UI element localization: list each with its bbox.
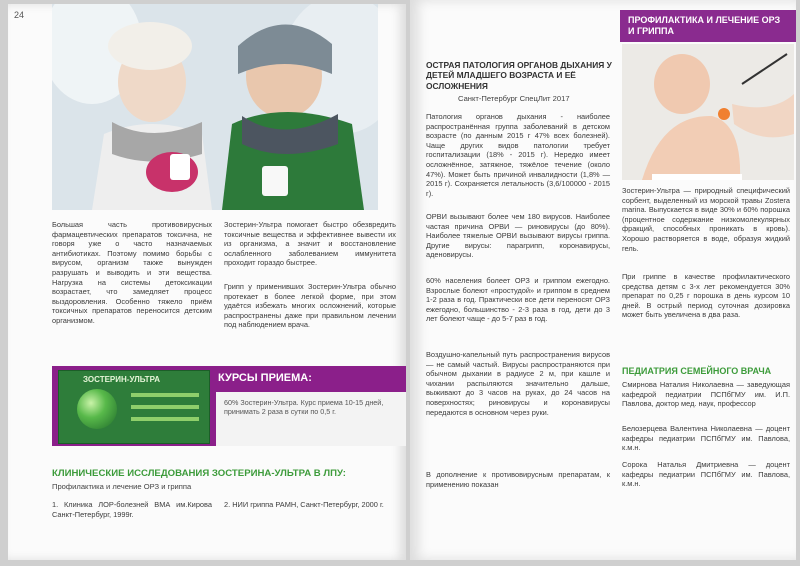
- photo2-illustration: [622, 44, 794, 180]
- left-col2-text: Зостерин-Ультра помогает быстро обезвредить токсичные вещества и эффективнее вывести их из организма, а значит и восстановление ослабленного заболеванием иммунитета проходит гораздо быстрее.: [224, 220, 396, 268]
- course-text-box: [216, 392, 406, 446]
- right-col2-text: Зостерин-Ультра — природный специфический сорбент, выделенный из морской травы Zostera marina. Выпускается в виде 30% и 60% порошка (процентное содержание низкомолекулярных фракций, способных проникать в кровь). Хорошо растворяется в воде, образуя жидкий гель.: [622, 186, 790, 253]
- reference-1: 1. Клиника ЛОР-болезней ВМА им.Кирова Санкт-Петербург, 1999г.: [52, 500, 212, 519]
- author-2: Белозерцева Валентина Николаевна — доцент кафедры педиатрии ПСПбГМУ им. Павлова, к.м.н.: [622, 424, 790, 453]
- course-title: КУРСЫ ПРИЕМА:: [218, 372, 312, 384]
- winter-couple-photo: [52, 4, 378, 210]
- right-col2b-text: При гриппе в качестве профилактического средства детям с 3-х лет рекомендуется 30% препарат по 0,25 г порошка в день курсом 10 дней. В острый период суточная дозировка может быть увеличена в два раза.: [622, 272, 790, 320]
- sphere-graphic: [77, 389, 117, 429]
- clinical-subtitle: Профилактика и лечение ОРЗ и гриппа: [52, 482, 192, 491]
- pediatrics-title: ПЕДИАТРИЯ СЕМЕЙНОГО ВРАЧА: [622, 366, 772, 376]
- article-source: Санкт-Петербург СпецЛит 2017: [458, 94, 570, 103]
- right-col1d-text: Воздушно-капельный путь распространения вирусов — не самый частый. Вирусы распространяются при обычном дыхании в радиусе 2 м, при кашле и чихании распыляются значительно дальше, выживают до 3 часов на руках, до 24 часов на поверхностях; риновирусы и коронавирусы передаются в основном через руки.: [426, 350, 610, 417]
- product-name: ЗОСТЕРИН-УЛЬТРА: [83, 375, 160, 384]
- clinical-title: КЛИНИЧЕСКИЕ ИССЛЕДОВАНИЯ ЗОСТЕРИНА-УЛЬТРА В ЛПУ:: [52, 468, 346, 479]
- left-col2b-text: Грипп у применивших Зостерин-Ультра обычно протекает в более легкой форме, при этом удаётся избежать многих осложнений, которые распространены даже при правильном лечении под наблюдением врача.: [224, 282, 396, 330]
- right-col1b-text: ОРВИ вызывают более чем 180 вирусов. Наиболее частая причина ОРВИ — риновирусы (до 80%). Наиболее тяжелые ОРВИ вызывают вирусы гриппа. Другие вирусы: парагрипп, коронавирусы, аденовирусы.: [426, 212, 610, 260]
- baby-doctor-photo: [622, 44, 794, 180]
- left-page: [8, 4, 406, 560]
- right-col1e-text: В дополнение к противовирусным препаратам, к применению показан: [426, 470, 610, 489]
- right-page: [410, 0, 796, 560]
- right-col1-text: Патология органов дыхания - наиболее распространённая группа заболеваний в детском возрасте (по данным 2015 г 47% всех болезней). Чаще других видов патологии требует госпитализации (18% - 2015 г). Нередко имеет осложнённое, затяжное, тяжёлое течение (около 47%). Может быть причиной инвалидности (1,8% — 2015 г). Сохраняется летальность (3,6/100000 - 2015 г).: [426, 112, 610, 198]
- product-box-image: [58, 370, 210, 444]
- left-col1-text: Большая часть противовирусных фармацевтических препаратов токсична, не говоря уже о часто назначаемых антибиотиках. Поэтому помимо борьбы с вирусом, организм также вынужден разрушать и выводить и эти вещества. Нагрузка на системы детоксикации возрастает, что замедляет процесс выздоровления. Особенно тяжело приём токсичных препаратов переносится детским организмом.: [52, 220, 212, 325]
- course-text: 60% Зостерин-Ультра. Курс приема 10-15 дней, принимать 2 раза в сутки по 0,5 г.: [224, 398, 384, 416]
- page-number: 24: [14, 10, 25, 20]
- article-title: ОСТРАЯ ПАТОЛОГИЯ ОРГАНОВ ДЫХАНИЯ У ДЕТЕЙ МЛАДШЕГО ВОЗРАСТА И ЕЁ ОСЛОЖНЕНИЯ: [426, 60, 612, 91]
- right-col1c-text: 60% населения болеет ОРЗ и гриппом ежегодно. Взрослые болеют «простудой» и гриппом в среднем 1-2 раза в год. Практически все дети переносят ОРЗ ежегодно, большинство - 2-3 раза в год, дети до 3 лет болеют чаще - до 5-7 раз в год.: [426, 276, 610, 324]
- author-1: Смирнова Наталия Николаевна — заведующая кафедрой педиатрии ПСПбГМУ им. И.П. Павлова, доктор мед. наук, профессор: [622, 380, 790, 409]
- reference-2: 2. НИИ гриппа РАМН, Санкт-Петербург, 2000 г.: [224, 500, 384, 509]
- author-3: Сорока Наталья Дмитриевна — доцент кафедры педиатрии ПСПбГМУ им. Павлова, к.м.н.: [622, 460, 790, 489]
- section-banner: ПРОФИЛАКТИКА И ЛЕЧЕНИЕ ОРЗ И ГРИППА: [620, 10, 796, 42]
- photo-illustration: [52, 4, 378, 210]
